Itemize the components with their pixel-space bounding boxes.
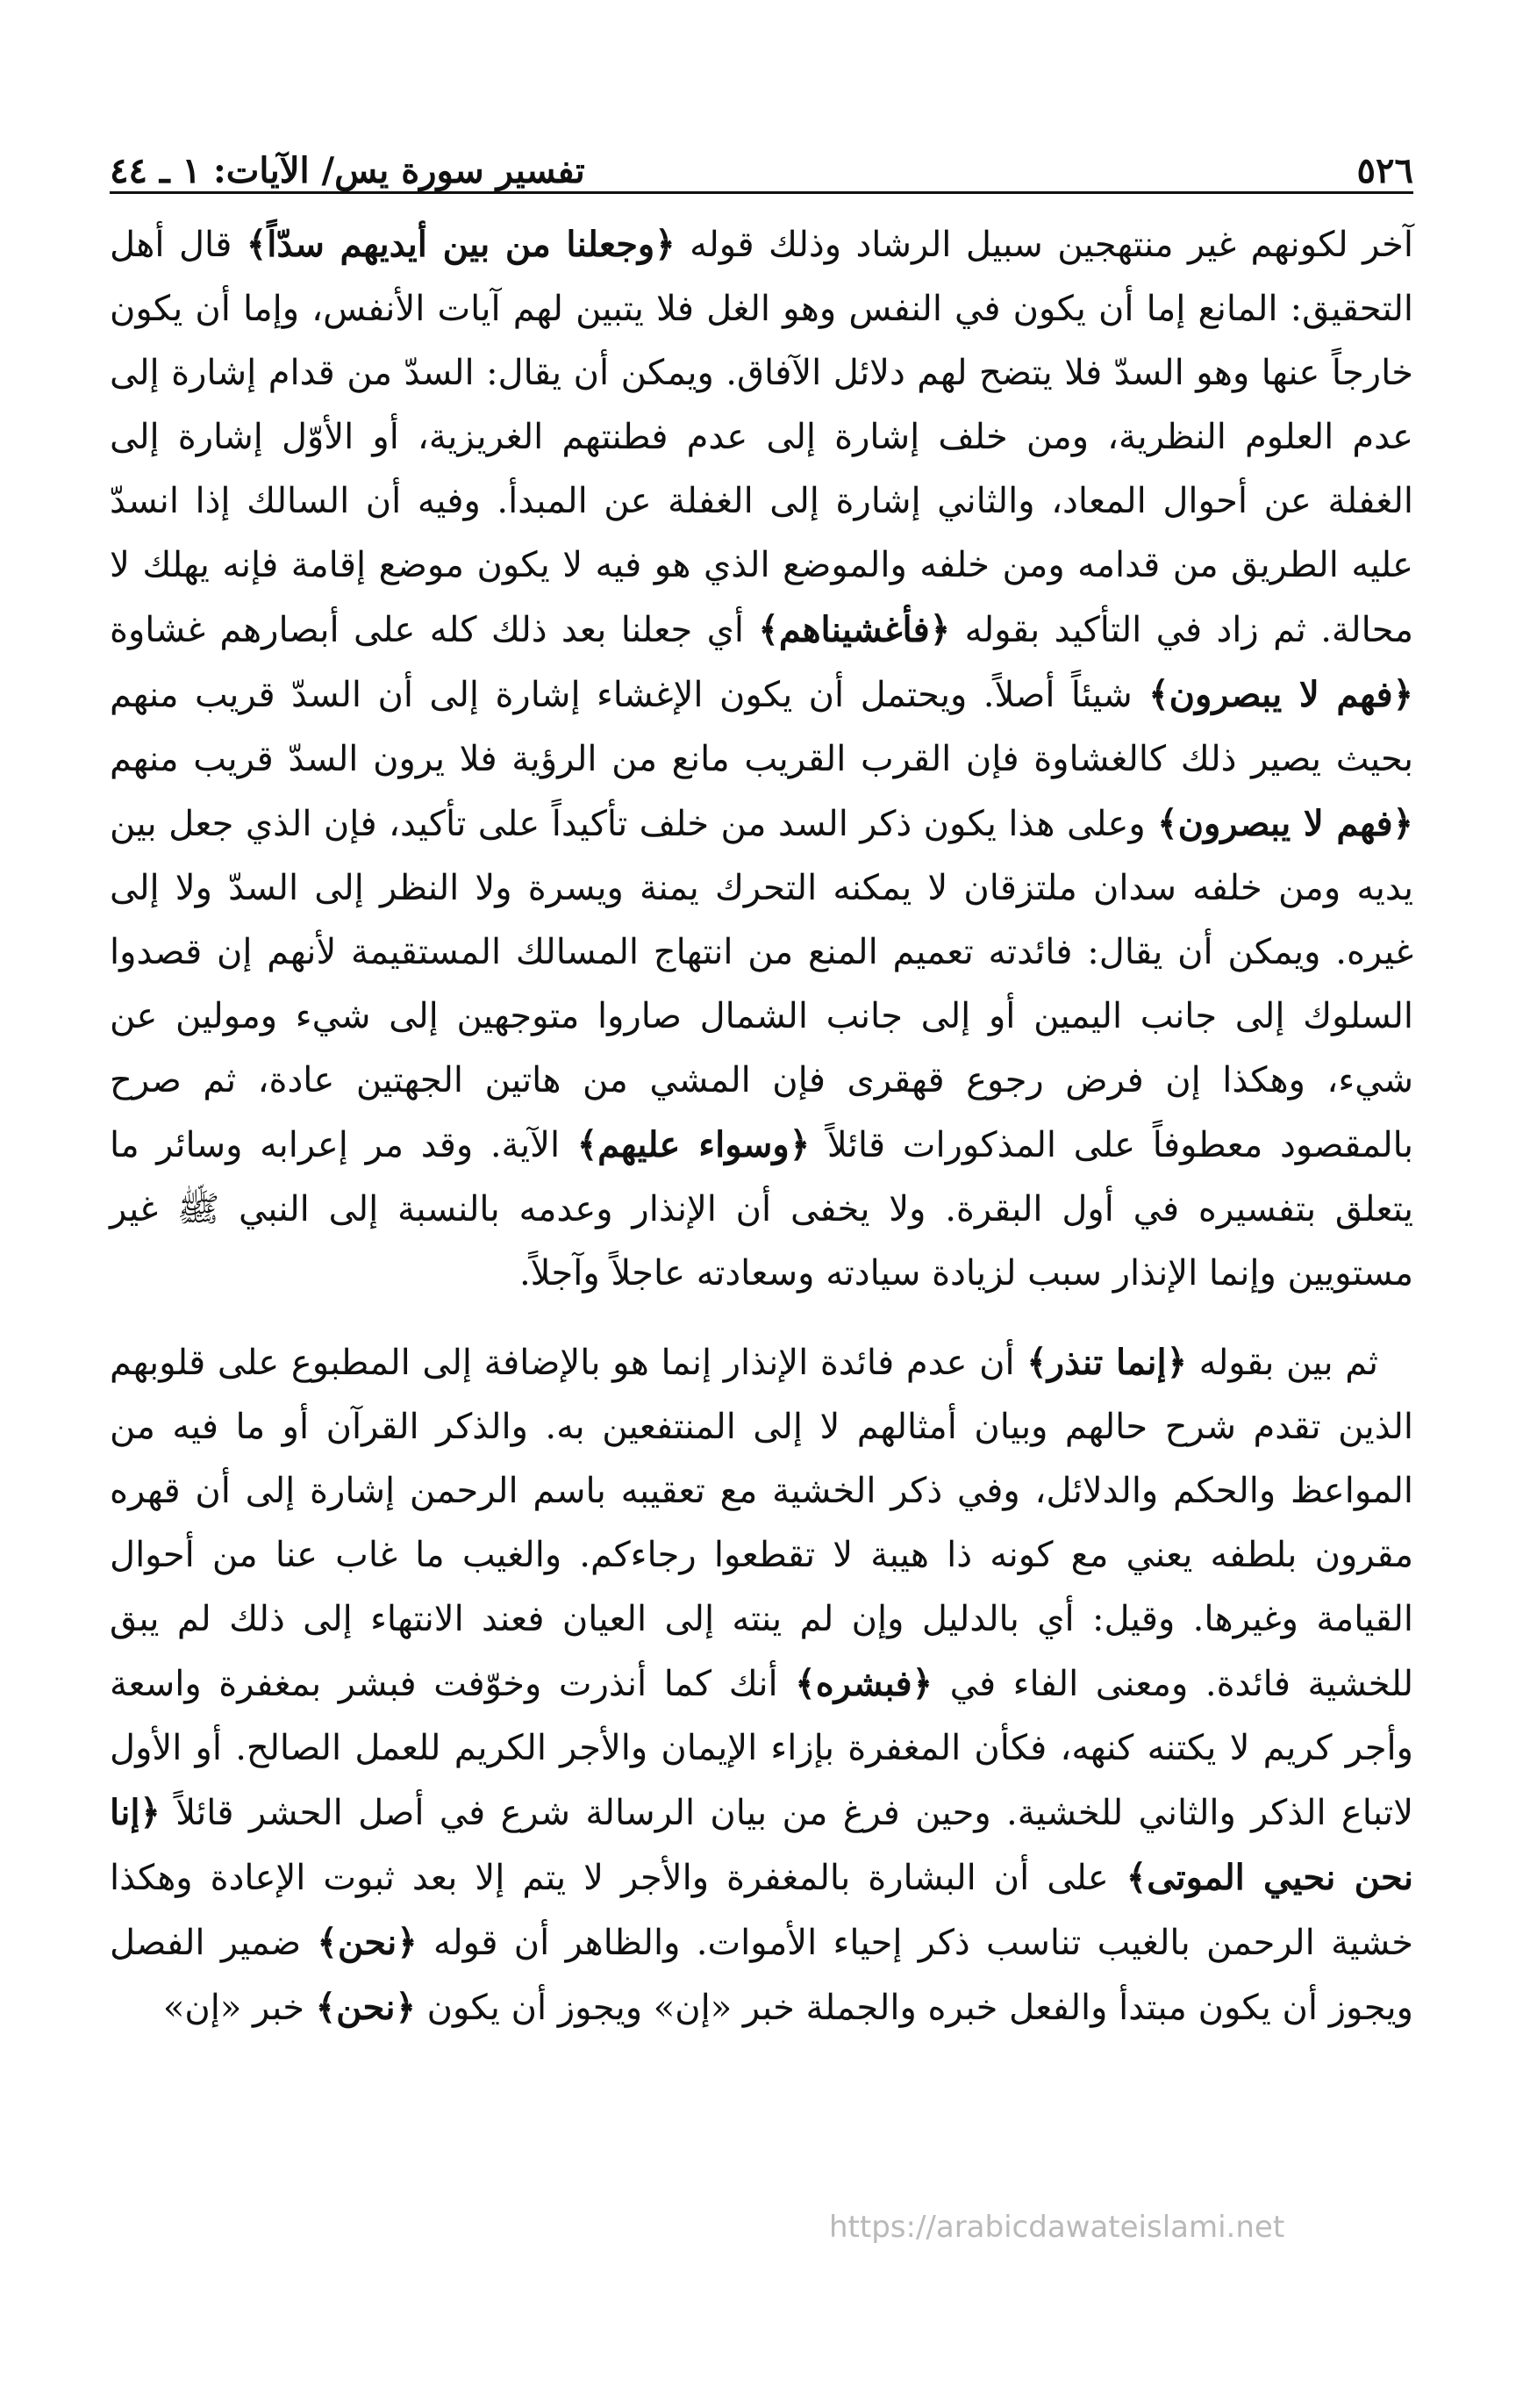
quran-quote: ﴿وجعلنا من بين أيديهم سدّاً﴾ — [246, 224, 676, 265]
text-segment: أنك كما أنذرت وخوّفت فبشر بمغفرة واسعة وأجر كريم لا يكتنه كنهه، فكأن المغفرة بإزاء الإيمان والأجر الكريم للعمل الصالح. أو الأول لاتباع الذكر والثاني للخشية. وحين فرغ من بيان الرسالة شرع في أصل الحشر قائلاً — [110, 1664, 1413, 1833]
body-text — [110, 212, 1413, 2040]
quran-quote: ﴿فهم لا يبصرون﴾ — [1148, 674, 1414, 715]
text-segment: الآية. وقد مر إعرابه وسائر ما يتعلق بتفسيره في أول البقرة. ولا يخفى أن الإنذار وعدمه بالنسبة إلى النبي ﷺ غير مستويين وإنما الإنذار سبب لزيادة سيادته وسعادته عاجلاً وآجلاً. — [110, 1125, 1413, 1294]
quran-quote: ﴿نحن﴾ — [317, 1922, 418, 1963]
quran-quote: ﴿فهم لا يبصرون﴾ — [1157, 803, 1413, 844]
page-number: ٥٢٦ — [1356, 150, 1413, 191]
text-segment: قال أهل التحقيق: المانع إما أن يكون في النفس وهو الغل فلا يتبين لهم آيات الأنفس، وإما أن يكون خارجاً عنها وهو السدّ فلا يتضح لهم دلائل الآفاق. ويمكن أن يقال: السدّ من قدام إشارة إلى عدم العلوم النظرية، ومن خلف إشارة إلى عدم فطنتهم الغريزية، أو الأوّل إشارة إلى الغفلة عن أحوال المعاد، والثاني إشارة إلى الغفلة عن المبدأ. وفيه أن السالك إذا انسدّ عليه الطريق من قدامه ومن خلفه والموضع الذي هو فيه لا يكون موضع إقامة فإنه يهلك لا محالة. ثم زاد في التأكيد بقوله — [110, 225, 1413, 650]
text-segment: على أن البشارة بالمغفرة والأجر لا يتم إلا بعد ثبوت الإعادة وهكذا خشية الرحمن بالغيب تناسب ذكر إحياء الأموات. والظاهر أن قوله — [110, 1858, 1413, 1963]
text-segment: شيئاً أصلاً. ويحتمل أن يكون الإغشاء إشارة إلى أن السدّ قريب منهم بحيث يصير ذلك كالغشاوة فإن القرب القريب مانع من الرؤية فلا يرون السدّ قريب منهم — [110, 675, 1413, 779]
text-segment: وعلى هذا يكون ذكر السد من خلف تأكيداً على تأكيد، فإن الذي جعل بين يديه ومن خلفه سدان ملتزقان لا يمكنه التحرك يمنة ويسرة ولا النظر إلى السدّ ولا إلى غيره. ويمكن أن يقال: فائدته تعميم المنع من انتهاج المسالك المستقيمة لأنهم إن قصدوا السلوك إلى جانب اليمين أو إلى جانب الشمال صاروا متوجهين إلى شيء ومولين عن شيء، وهكذا إن فرض رجوع قهقرى فإن المشي من هاتين الجهتين عادة، ثم صرح بالمقصود معطوفاً على المذكورات قائلاً — [110, 804, 1414, 1165]
quran-quote: ﴿إنا نحن نحيي الموتى﴾ — [110, 1792, 1413, 1898]
watermark-url: https://arabicdawateislami.net — [829, 2210, 1285, 2245]
text-segment: آخر لكونهم غير منتهجين سبيل الرشاد وذلك قوله — [675, 225, 1413, 265]
text-segment: خبر «إن» — [162, 1988, 316, 2028]
header-divider — [110, 191, 1413, 194]
paragraph-2 — [110, 1330, 1413, 2040]
running-title: تفسير سورة يس/ الآيات: ١ ـ ٤٤ — [110, 150, 585, 191]
paragraph-1 — [110, 212, 1413, 1306]
text-segment: ضمير الفصل ويجوز أن يكون مبتدأ والفعل خبره والجملة خبر «إن» ويجوز أن يكون — [110, 1923, 1413, 2028]
text-segment: ثم بين بقوله — [1187, 1343, 1379, 1383]
quran-quote: ﴿إنما تنذر﴾ — [1026, 1342, 1188, 1383]
quran-quote: ﴿وسواء عليهم﴾ — [576, 1124, 811, 1165]
text-segment: أي جعلنا بعد ذلك كله على أبصارهم غشاوة — [110, 610, 759, 650]
text-segment: أن عدم فائدة الإنذار إنما هو بالإضافة إلى المطبوع على قلوبهم الذين تقدم شرح حالهم وبيان أمثالهم لا إلى المنتفعين به. والذكر القرآن أو ما فيه من المواعظ والحكم والدلائل، وفي ذكر الخشية مع تعقيبه باسم الرحمن إشارة إلى أن قهره مقرون بلطفه يعني مع كونه ذا هيبة لا تقطعوا رجاءكم. والغيب ما غاب عنا من أحوال القيامة وغيرها. وقيل: أي بالدليل وإن لم ينته إلى العيان فعند الانتهاء إلى ذلك لم يبق للخشية فائدة. ومعنى الفاء في — [110, 1343, 1414, 1704]
page-header — [110, 127, 1413, 189]
quran-quote: ﴿نحن﴾ — [315, 1987, 416, 2028]
quran-quote: ﴿فأغشيناهم﴾ — [758, 609, 951, 650]
quran-quote: ﴿فبشره﴾ — [795, 1663, 933, 1704]
